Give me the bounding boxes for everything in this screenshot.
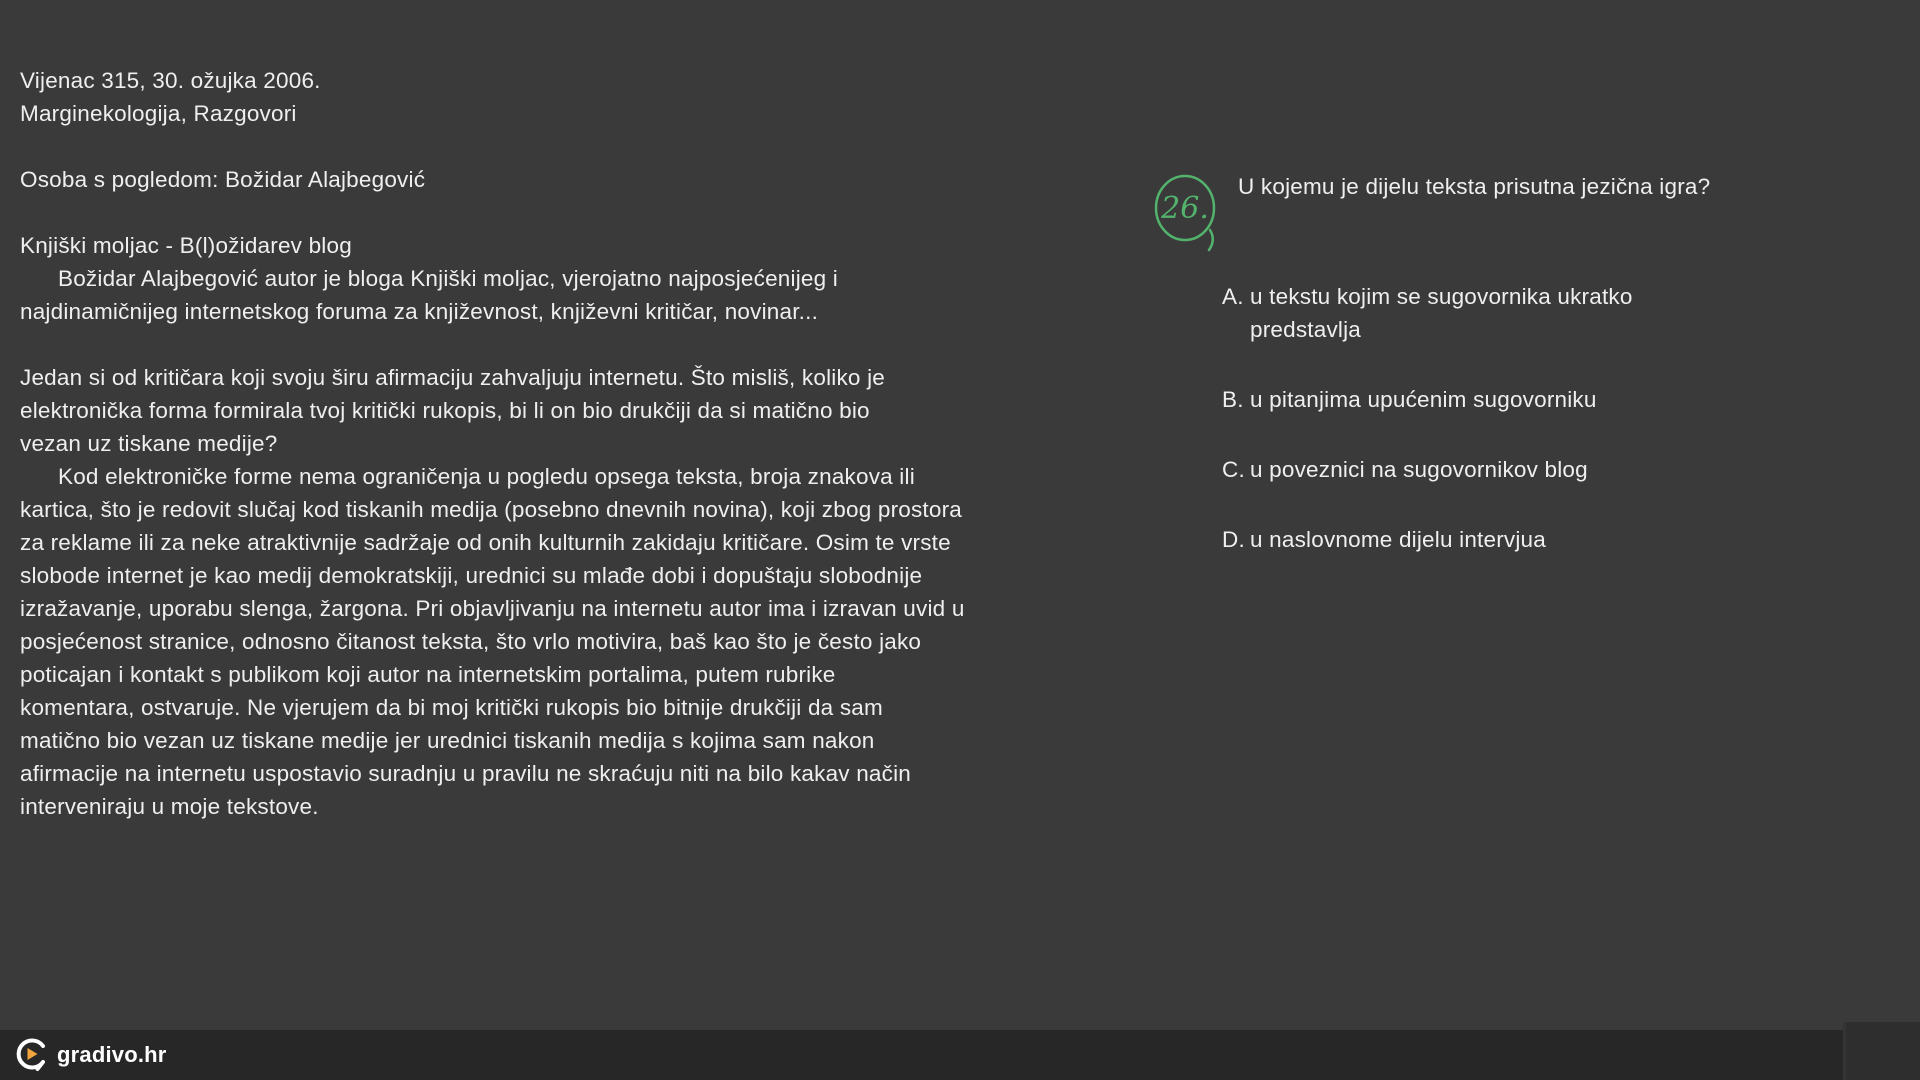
passage-line: vezan uz tiskane medije? xyxy=(20,431,278,456)
option-label: C. xyxy=(1222,457,1245,482)
answer-option[interactable] xyxy=(1222,280,1882,346)
passage-line: interveniraju u moje tekstove. xyxy=(20,794,319,819)
passage-line: Knjiški moljac - B(l)ožidarev blog xyxy=(20,233,352,258)
passage-line: komentara, ostvaruje. Ne vjerujem da bi moj kritički rukopis bio bitnije drukčiji da sam xyxy=(20,695,883,720)
option-label: B. xyxy=(1222,387,1244,412)
hand-drawn-circle-icon xyxy=(1152,172,1222,254)
passage-line: Vijenac 315, 30. ožujka 2006. xyxy=(20,68,321,93)
footer-logo-text: gradivo.hr xyxy=(57,1042,167,1067)
answer-option[interactable] xyxy=(1222,523,1882,556)
passage-line: elektronička forma formirala tvoj kritički rukopis, bi li on bio drukčiji da si matično bio xyxy=(20,398,870,423)
option-text: u pitanjima upućenim sugovorniku xyxy=(1250,387,1597,412)
option-label: A. xyxy=(1222,284,1244,309)
passage-line: Marginekologija, Razgovori xyxy=(20,101,297,126)
option-text: u tekstu kojim se sugovornika ukratko xyxy=(1250,284,1633,309)
passage-line: izražavanje, uporabu slenga, žargona. Pri objavljivanju na internetu autor ima i izravan uvid u xyxy=(20,596,965,621)
answer-option[interactable] xyxy=(1222,453,1882,486)
passage-line: matično bio vezan uz tiskane medije jer urednici tiskanih medija s kojima sam nakon xyxy=(20,728,875,753)
option-label: D. xyxy=(1222,527,1245,552)
passage-line: poticajan i kontakt s publikom koji autor na internetskim portalima, putem rubrike xyxy=(20,662,836,687)
gradivo-logo-icon xyxy=(16,1037,48,1073)
option-text: u naslovnome dijelu intervjua xyxy=(1250,527,1546,552)
play-icon xyxy=(28,1048,38,1060)
passage-line: kartica, što je redovit slučaj kod tiskanih medija (posebno dnevnih novina), koji zbog prostora xyxy=(20,497,962,522)
passage-line: za reklame ili za neke atraktivnije sadržaje od onih kulturnih zakidaju kritičare. Osim te vrste xyxy=(20,530,951,555)
footer-bar xyxy=(0,1030,1920,1080)
answer-option[interactable] xyxy=(1222,383,1882,416)
passage-line: Kod elektroničke forme nema ograničenja u pogledu opsega teksta, broja znakova ili xyxy=(58,464,915,489)
question-text: U kojemu je dijelu teksta prisutna jezična igra? xyxy=(1238,174,1711,199)
passage-line: slobode internet je kao medij demokratskiji, urednici su mlađe dobi i dopuštaju slobodnije xyxy=(20,563,923,588)
option-text-continued: predstavlja xyxy=(1250,317,1362,342)
passage-text-block xyxy=(20,64,1020,823)
corner-patch xyxy=(1843,1022,1920,1080)
passage-line: afirmacije na internetu uspostavio suradnju u pravilu ne skraćuju niti na bilo kakav način xyxy=(20,761,911,786)
question-number: 26. xyxy=(1161,191,1209,226)
passage-line: najdinamičnijeg internetskog foruma za književnost, književni kritičar, novinar... xyxy=(20,299,819,324)
passage-line: Osoba s pogledom: Božidar Alajbegović xyxy=(20,167,426,192)
passage-line: Jedan si od kritičara koji svoju širu afirmaciju zahvaljuju internetu. Što misliš, koliko je xyxy=(20,365,885,390)
passage-line: Božidar Alajbegović autor je bloga Knjiški moljac, vjerojatno najposjećenijeg i xyxy=(58,266,838,291)
passage-line: posjećenost stranice, odnosno čitanost teksta, što vrlo motivira, baš kao što je često jako xyxy=(20,629,922,654)
options-list xyxy=(1222,280,1882,556)
option-text: u poveznici na sugovornikov blog xyxy=(1250,457,1588,482)
question-panel xyxy=(1222,170,1882,593)
gradivo-logo[interactable] xyxy=(16,1037,167,1073)
question-number-badge xyxy=(1152,172,1222,254)
